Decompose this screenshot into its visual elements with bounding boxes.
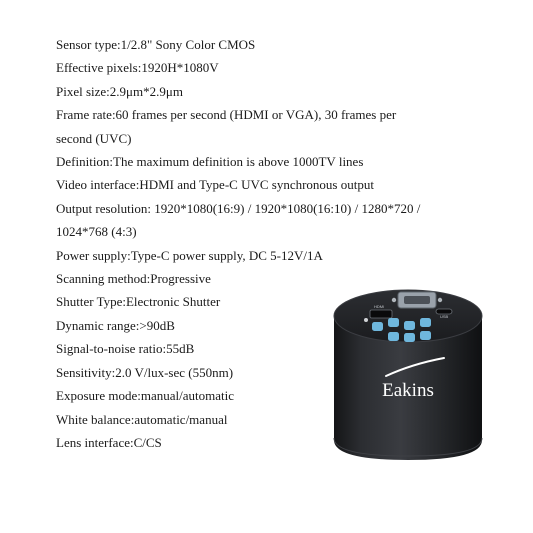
vga-port-inner	[404, 296, 430, 304]
spec-shutter-type: Shutter Type:Electronic Shutter	[56, 294, 221, 310]
hdmi-label: HDMI	[374, 304, 385, 309]
camera-product-image	[328, 288, 488, 464]
spec-frame-rate-cont: second (UVC)	[56, 130, 132, 146]
spec-sensitivity: Sensitivity:2.0 V/lux-sec (550nm)	[56, 364, 234, 380]
camera-button-7	[420, 331, 431, 340]
spec-lens-interface: Lens interface:C/CS	[56, 434, 162, 450]
camera-button-1	[372, 322, 383, 331]
spec-scanning-method: Scanning method:Progressive	[56, 271, 211, 287]
spec-frame-rate: Frame rate:60 frames per second (HDMI or VGA), 30 frames per	[56, 107, 397, 123]
camera-button-5	[388, 332, 399, 341]
spec-output-resolution: Output resolution: 1920*1080(16:9) / 1920*1080(16:10) / 1280*720 /	[56, 200, 421, 216]
vga-screw-icon	[438, 298, 442, 302]
indicator-dot	[364, 318, 368, 322]
spec-pixel-size: Pixel size:2.9μm*2.9μm	[56, 83, 183, 99]
spec-video-interface: Video interface:HDMI and Type-C UVC synchronous output	[56, 177, 374, 193]
vga-screw-icon	[392, 298, 396, 302]
brand-logo: Eakins	[382, 380, 434, 401]
spec-exposure-mode: Exposure mode:manual/automatic	[56, 388, 234, 404]
camera-button-3	[404, 321, 415, 330]
usb-c-port	[436, 309, 452, 314]
spec-effective-pixels: Effective pixels:1920H*1080V	[56, 60, 219, 76]
camera-button-4	[420, 318, 431, 327]
spec-power-supply: Power supply:Type-C power supply, DC 5-12V/1A	[56, 247, 323, 263]
spec-output-resolution-cont: 1024*768 (4:3)	[56, 224, 137, 240]
camera-button-2	[388, 318, 399, 327]
camera-button-6	[404, 333, 415, 342]
spec-snr: Signal-to-noise ratio:55dB	[56, 341, 195, 357]
usb-label: USB	[440, 314, 449, 319]
spec-dynamic-range: Dynamic range:>90dB	[56, 317, 175, 333]
spec-sensor-type: Sensor type:1/2.8" Sony Color CMOS	[56, 37, 256, 52]
spec-definition: Definition:The maximum definition is above 1000TV lines	[56, 154, 364, 170]
spec-white-balance: White balance:automatic/manual	[56, 411, 228, 427]
hdmi-port	[370, 310, 392, 318]
